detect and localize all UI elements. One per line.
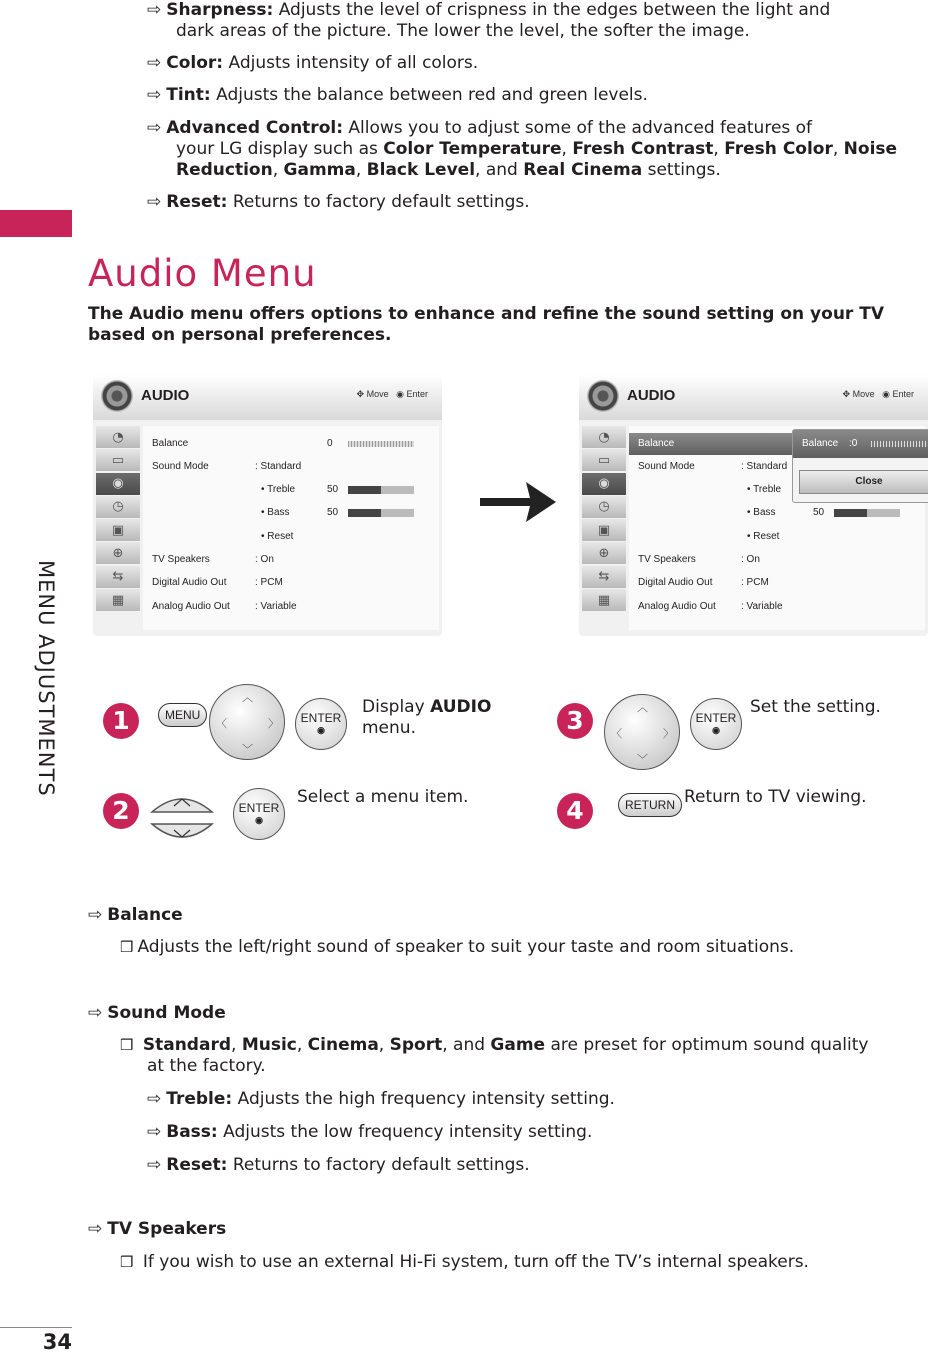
close-button[interactable]: Close [799,470,928,494]
item-label: Tint: [166,85,211,105]
row-value: : Standard [255,461,302,472]
item-text: Adjusts the balance between red and green levels. [210,85,648,105]
item-text: dark areas of the picture. The lower the level, the softer the image. [176,21,750,41]
row-label: Analog Audio Out [152,601,230,612]
step-number: 4 [557,793,593,829]
panel-title: AUDIO [627,387,676,404]
intro-line: based on personal preferences. [88,325,392,345]
row-value: 50 [327,484,339,495]
bass-slider[interactable] [834,509,900,517]
desc-term: Cinema [307,1035,379,1055]
audio-menu-panel-before [93,374,442,636]
item-term: Reduction [176,160,273,180]
item-text: Adjusts the high frequency intensity setting. [232,1089,615,1109]
row-value: : PCM [255,577,283,588]
popup-value: :0 [849,438,858,449]
menu-row-tv-speakers[interactable] [629,549,925,571]
desc-term: Standard [142,1035,231,1055]
menu-row-reset[interactable] [629,526,925,548]
item-text: settings. [642,160,721,180]
row-value: 50 [813,507,825,518]
slider-fill [348,486,381,494]
row-label: • Bass [261,507,290,518]
satellite-dish-icon[interactable]: ◔ [96,426,140,448]
menu-row-treble[interactable] [143,479,439,501]
punct: , [272,160,284,180]
heading-text: TV Speakers [107,1219,227,1239]
enter-button-label: ENTER [300,711,342,725]
popup-balance-row[interactable] [793,430,928,458]
nav-hint [357,389,428,400]
treble-item [147,1089,615,1110]
menu-list [143,426,439,630]
punct: , [378,1035,390,1055]
right-arrow-icon [480,480,556,524]
panel-title: AUDIO [141,387,190,404]
desc-term: Game [490,1035,546,1055]
arrow-icon: ⇨ [147,85,162,105]
dpad-four-way[interactable] [209,684,285,760]
row-label: Analog Audio Out [638,601,716,612]
item-term: Fresh Contrast [572,139,714,159]
up-arrow-icon: ︿ [242,691,253,704]
audio-menu-panel-after [579,374,928,636]
item-label: Color: [166,53,224,73]
popup-balance-slider[interactable] [871,441,928,447]
menu-button[interactable]: MENU [158,703,207,727]
reset-item [147,192,530,213]
panel-header [93,374,442,420]
row-value: : PCM [741,577,769,588]
sound-mode-desc [120,1035,868,1077]
arrow-icon: ⇨ [147,1155,162,1175]
heading-text: Balance [107,905,183,925]
menu-row-balance[interactable] [143,433,439,455]
step-3-text: Set the setting. [750,697,881,717]
menu-row-analog-out[interactable] [143,596,439,618]
move-label: Move [852,389,875,399]
down-button[interactable] [152,824,212,837]
slider-fill [834,509,867,517]
media-icon[interactable]: ▦ [96,589,140,611]
item-text: Adjusts the level of crispness in the edges between the light and [273,0,831,20]
panel-header [579,374,928,420]
arrow-icon: ⇨ [88,1219,103,1239]
row-label: • Treble [747,484,782,495]
row-label: Balance [152,438,189,449]
section-title: Audio Menu [88,252,317,295]
heading-text: Sound Mode [107,1003,226,1023]
move-icon: ✥ [356,389,365,399]
enter-label: Enter [406,389,428,399]
arrow-icon: ⇨ [147,1089,162,1109]
item-label: Sharpness: [166,0,274,20]
menu-row-tv-speakers[interactable] [143,549,439,571]
row-value: : Standard [741,461,788,472]
speaker-icon [587,380,619,412]
menu-row-digital-out[interactable] [143,572,439,594]
category-icons [582,426,626,630]
intro-line: The Audio menu offers options to enhance and refine the sound setting on your TV [88,304,884,324]
row-label: • Reset [747,531,780,542]
arrow-icon: ⇨ [147,1122,162,1142]
bass-slider[interactable] [348,509,414,517]
row-value: : Variable [255,601,297,612]
right-arrow-icon: 〉 [663,727,674,740]
category-icons [96,426,140,630]
desc-text: Adjusts the left/right sound of speaker to suit your taste and room situations. [137,937,795,957]
row-label: • Treble [261,484,296,495]
item-text: Adjusts the low frequency intensity setting. [217,1122,593,1142]
enter-button-label: ENTER [238,801,280,815]
menu-row-sound-mode[interactable] [143,456,439,478]
tv-speakers-desc [120,1252,809,1273]
menu-row-analog-out[interactable] [629,596,925,618]
item-term: Noise [843,139,898,159]
toolbox-icon[interactable]: ▣ [582,519,626,541]
toolbox-icon[interactable]: ▣ [96,519,140,541]
item-term: Gamma [283,160,356,180]
enter-icon: ◉ [882,389,890,399]
enter-button[interactable] [690,698,742,750]
tv-screen-icon[interactable]: ▭ [96,449,140,471]
input-icon[interactable]: ⇆ [582,566,626,588]
punct: , [832,139,844,159]
enter-button[interactable] [295,698,347,750]
item-label: Reset: [166,192,228,212]
item-term: Fresh Color [724,139,833,159]
row-label: Digital Audio Out [152,577,227,588]
row-label: Sound Mode [638,461,695,472]
row-label: Sound Mode [152,461,209,472]
speaker-icon [101,380,133,412]
clock-icon[interactable]: ◷ [96,496,140,518]
row-label: • Bass [747,507,776,518]
item-label: Reset: [166,1155,228,1175]
checkbox-bullet-icon: ❒ [120,1036,134,1054]
step-number: 2 [103,793,139,829]
row-value: 50 [327,507,339,518]
return-button[interactable]: RETURN [618,793,682,817]
slider-fill [348,509,381,517]
move-label: Move [366,389,389,399]
punct: , [231,1035,242,1055]
enter-icon: ◉ [396,389,404,399]
speaker-category-icon[interactable]: ◉ [96,473,140,495]
step-number: 1 [103,703,139,739]
media-icon[interactable]: ▦ [582,589,626,611]
desc-text: at the factory. [147,1056,266,1076]
punct: , [561,139,573,159]
arrow-icon: ⇨ [147,0,162,20]
item-text: your LG display such as [176,139,384,159]
punct: , and [475,160,524,180]
section-color-tab [0,210,72,237]
item-term: Black Level [366,160,476,180]
menu-row-digital-out[interactable] [629,572,925,594]
item-term: Real Cinema [523,160,643,180]
desc-text: If you wish to use an external Hi-Fi system, turn off the TV’s internal speakers. [142,1252,809,1272]
row-value: : Variable [741,601,783,612]
row-value: : On [741,554,760,565]
step-2-text: Select a menu item. [297,787,469,807]
arrow-icon: ⇨ [88,1003,103,1023]
section-intro [88,304,884,346]
input-icon[interactable]: ⇆ [96,566,140,588]
menu-row-reset[interactable] [143,526,439,548]
clock-icon[interactable]: ◷ [582,496,626,518]
right-arrow-icon: 〉 [268,717,279,730]
item-term: Color Temperature [383,139,562,159]
sharpness-item [147,0,830,42]
up-button[interactable] [152,799,212,812]
step-text: menu. [362,718,416,738]
color-item [147,53,478,74]
enter-button[interactable] [233,788,285,840]
row-label: TV Speakers [152,554,210,565]
step-text: Display [362,697,431,717]
balance-desc [120,937,794,958]
item-label: Treble: [166,1089,233,1109]
reset-detail-item [147,1155,530,1176]
row-label: Balance [638,438,675,449]
down-arrow-icon: ﹀ [242,743,253,756]
row-value: : On [255,554,274,565]
left-arrow-icon: 〈 [611,727,622,740]
row-label: • Reset [261,531,294,542]
tint-item [147,85,648,106]
enter-button-label: ENTER [695,711,737,725]
up-arrow-icon: ︿ [637,701,648,714]
item-text: Returns to factory default settings. [227,1155,530,1175]
desc-term: Music [241,1035,297,1055]
item-text: Adjusts intensity of all colors. [223,53,479,73]
arrow-icon: ⇨ [147,53,162,73]
left-arrow-icon: 〈 [216,717,227,730]
enter-dot-icon: ◉ [255,815,263,825]
up-down-buttons[interactable] [150,790,214,846]
punct: , [296,1035,308,1055]
lock-icon[interactable]: ⊕ [582,542,626,564]
arrow-icon: ⇨ [147,192,162,212]
balance-slider[interactable] [348,441,414,447]
arrow-icon: ⇨ [147,118,162,138]
sound-mode-heading [88,1003,226,1024]
row-label: Digital Audio Out [638,577,713,588]
tv-speakers-heading [88,1219,226,1240]
punct: , and [442,1035,491,1055]
page-number: 34 [42,1330,72,1354]
menu-row-bass[interactable] [629,502,925,524]
menu-row-bass[interactable] [143,502,439,524]
arrow-icon: ⇨ [88,905,103,925]
item-text: Allows you to adjust some of the advanced features of [343,118,813,138]
punct: , [713,139,725,159]
item-label: Bass: [166,1122,218,1142]
lock-icon[interactable]: ⊕ [96,542,140,564]
balance-popup [792,429,928,503]
advanced-control-item [147,118,897,181]
item-label: Advanced Control: [166,118,343,138]
tv-screen-icon[interactable]: ▭ [582,449,626,471]
speaker-category-icon[interactable]: ◉ [582,473,626,495]
bass-item [147,1122,592,1143]
step-term: AUDIO [430,697,492,717]
enter-dot-icon: ◉ [317,725,325,735]
desc-text: are preset for optimum sound quality [545,1035,869,1055]
checkbox-bullet-icon: ❒ [120,1253,134,1271]
page-number-rule [0,1327,72,1328]
punct: , [355,160,367,180]
step-1-text [362,697,491,739]
section-label: MENU ADJUSTMENTS [34,560,58,797]
down-arrow-icon: ﹀ [637,753,648,766]
popup-label: Balance [802,438,839,449]
move-icon: ✥ [842,389,851,399]
item-text: Returns to factory default settings. [227,192,530,212]
balance-heading [88,905,183,926]
row-value: 0 [327,438,333,449]
dpad-four-way[interactable] [604,694,680,770]
treble-slider[interactable] [348,486,414,494]
nav-hint [843,389,914,400]
checkbox-bullet-icon: ❒ [120,938,134,956]
satellite-dish-icon[interactable]: ◔ [582,426,626,448]
row-label: TV Speakers [638,554,696,565]
desc-term: Sport [389,1035,443,1055]
enter-label: Enter [892,389,914,399]
step-4-text: Return to TV viewing. [684,787,867,807]
step-number: 3 [557,703,593,739]
enter-dot-icon: ◉ [712,725,720,735]
